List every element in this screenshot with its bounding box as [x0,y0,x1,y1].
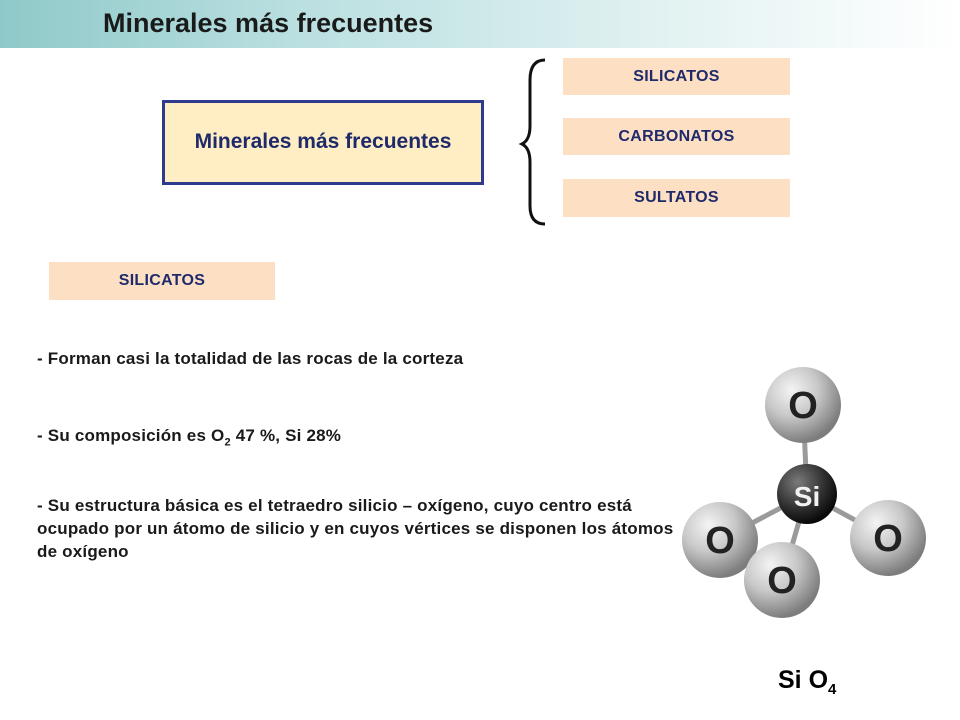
category-carbonatos: CARBONATOS [563,118,790,155]
silicon-atom [777,464,837,524]
category-silicatos: SILICATOS [563,58,790,95]
oxygen-label: O [705,520,735,562]
bullet-rocks: - Forman casi la totalidad de las rocas de la corteza [37,349,464,368]
oxygen-label: O [873,518,903,560]
category-sultatos: SULTATOS [563,179,790,217]
oxygen-label: O [767,560,797,602]
oxygen-atom-top [765,367,841,443]
curly-brace [522,60,545,224]
oxygen-label: O [788,385,818,427]
slide-title: Minerales más frecuentes [103,8,434,38]
oxygen-atom-right [850,500,926,576]
oxygen-atom-bottom [744,542,820,618]
formula-sio4: Si $O_4$ [778,666,837,698]
silicon-label: Si [793,481,821,512]
section-label-silicatos: SILICATOS [49,262,275,300]
bullet-composition: - Su composición es $O_2$ 47 %, Si 28% [37,426,342,449]
main-concept-label: Minerales más frecuentes [194,130,452,154]
bullet-structure: - Su estructura básica es el tetraedro silicio – oxígeno, cuyo centro está ocupado por un átomo de silicio y en cuyos vértices se disponen los átomos de oxígeno [37,496,674,561]
